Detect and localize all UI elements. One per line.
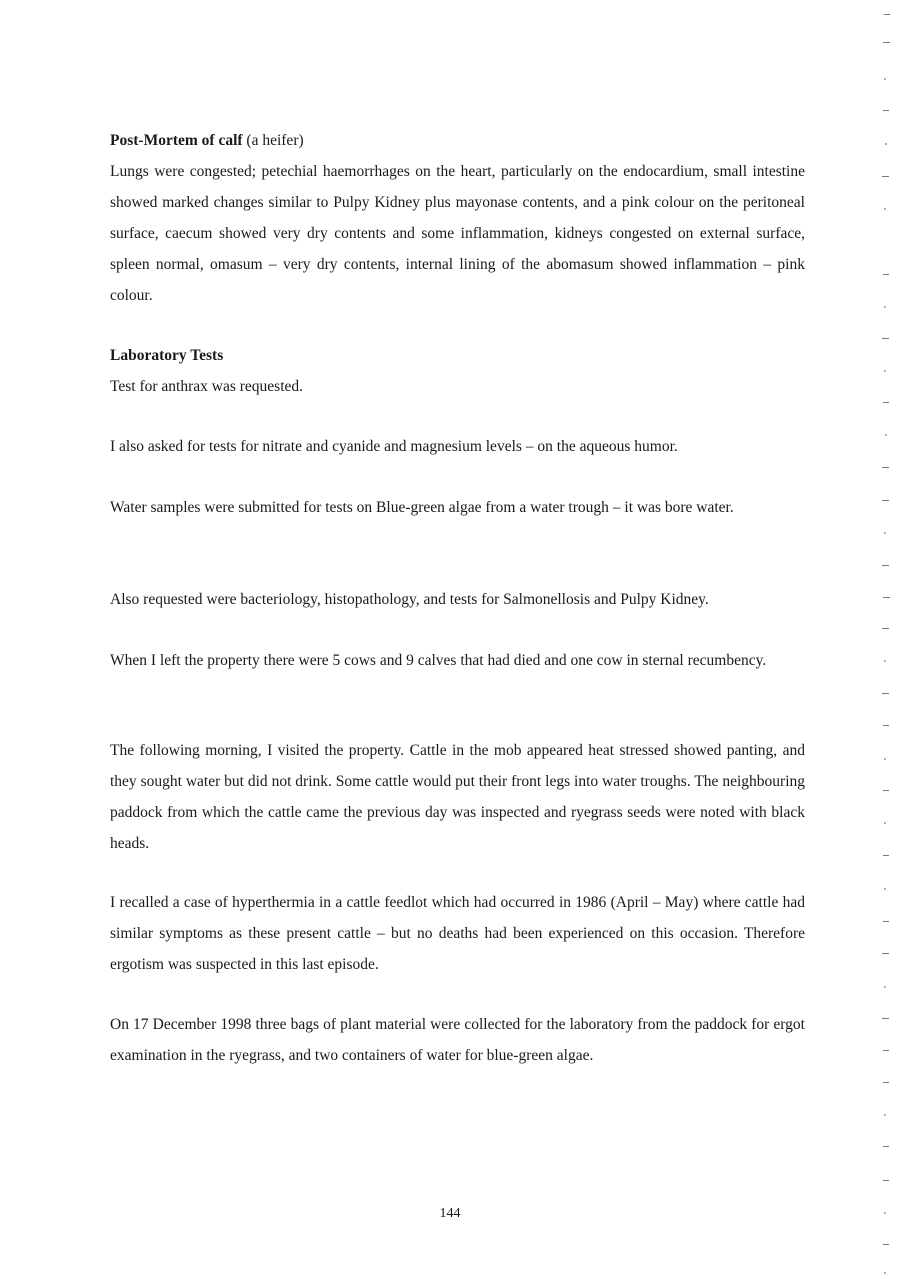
postmortem-heading-text: Post-Mortem of calf [110, 132, 243, 149]
edge-mark [883, 402, 889, 403]
postmortem-section [110, 125, 805, 311]
edge-mark [884, 208, 886, 210]
edge-mark [883, 274, 889, 275]
edge-mark [883, 42, 890, 43]
postmortem-heading-note: (a heifer) [246, 132, 304, 149]
lab-paragraph-7-block [110, 887, 805, 980]
lab-paragraph-4: Also requested were bacteriology, histopathology, and tests for Salmonellosis and Pulpy Kidney. [110, 591, 709, 608]
edge-mark [883, 855, 889, 856]
edge-mark [884, 1272, 886, 1274]
lab-paragraph-8: On 17 December 1998 three bags of plant material were collected for the laboratory from the paddock for ergot examination in the ryegrass, and two containers of water for blue-green algae. [110, 1016, 805, 1064]
edge-mark [882, 693, 889, 694]
edge-mark [884, 822, 886, 824]
postmortem-body: Lungs were congested; petechial haemorrhages on the heart, particularly on the endocardium, small intestine showed marked changes similar to Pulpy Kidney plus mayonase contents, and a pink colour on the peritoneal surface, caecum showed very dry contents and some inflammation, kidneys congested on external surface, spleen normal, omasum – very dry contents, internal lining of the abomasum showed inflammation – pink colour. [110, 163, 805, 304]
lab-paragraph-2-block [110, 431, 805, 462]
lab-paragraph-5-block [110, 645, 805, 676]
edge-mark [883, 921, 889, 922]
edge-mark [883, 1050, 889, 1051]
lab-paragraph-5: When I left the property there were 5 cows and 9 calves that had died and one cow in sternal recumbency. [110, 652, 767, 669]
lab-paragraph-6: The following morning, I visited the property. Cattle in the mob appeared heat stressed showed panting, and they sought water but did not drink. Some cattle would put their front legs into water troughs. The neighbouring paddock from which the cattle came the previous day was inspected and ryegrass seeds were noted with black heads. [110, 742, 805, 852]
edge-mark [882, 565, 889, 566]
edge-mark [882, 500, 889, 501]
page-number: 144 [439, 1206, 461, 1221]
edge-mark [882, 953, 889, 954]
lab-paragraph-2: I also asked for tests for nitrate and cyanide and magnesium levels – on the aqueous humor. [110, 438, 678, 455]
binding-edge-marks [870, 0, 900, 1279]
edge-mark [882, 1018, 889, 1019]
edge-mark [883, 597, 890, 598]
edge-mark [884, 532, 886, 534]
lab-paragraph-3: Water samples were submitted for tests on Blue-green algae from a water trough – it was bore water. [110, 499, 734, 516]
edge-mark [884, 306, 886, 308]
edge-mark [882, 176, 889, 177]
lab-paragraph-7: I recalled a case of hyperthermia in a cattle feedlot which had occurred in 1986 (April – May) where cattle had similar symptoms as these present cattle – but no deaths had been experienced on this occasion. Therefore ergotism was suspected in this last episode. [110, 894, 805, 973]
lab-paragraph-8-block [110, 1009, 805, 1071]
edge-mark [884, 660, 886, 662]
edge-mark [884, 1114, 886, 1116]
edge-mark [884, 1212, 886, 1214]
lab-heading: Laboratory Tests [110, 347, 224, 364]
edge-mark [884, 888, 886, 890]
lab-paragraph-1: Test for anthrax was requested. [110, 378, 304, 395]
edge-mark [883, 1244, 889, 1245]
edge-mark [884, 370, 886, 372]
edge-mark [883, 1180, 889, 1181]
edge-mark [884, 758, 886, 760]
edge-mark [882, 338, 889, 339]
edge-mark [883, 110, 889, 111]
lab-paragraph-4-block [110, 584, 805, 615]
edge-mark [883, 1146, 889, 1147]
lab-paragraph-3-block [110, 492, 805, 523]
edge-mark [884, 78, 886, 80]
edge-mark [883, 725, 889, 726]
edge-mark [883, 790, 889, 791]
edge-mark [883, 1082, 889, 1083]
edge-mark [882, 628, 889, 629]
edge-mark [885, 143, 887, 145]
edge-mark [884, 986, 886, 988]
edge-mark [884, 14, 890, 15]
postmortem-heading [110, 125, 805, 156]
lab-heading-block [110, 340, 805, 402]
edge-mark [882, 467, 889, 468]
lab-paragraph-6-block [110, 735, 805, 859]
edge-mark [885, 434, 887, 436]
